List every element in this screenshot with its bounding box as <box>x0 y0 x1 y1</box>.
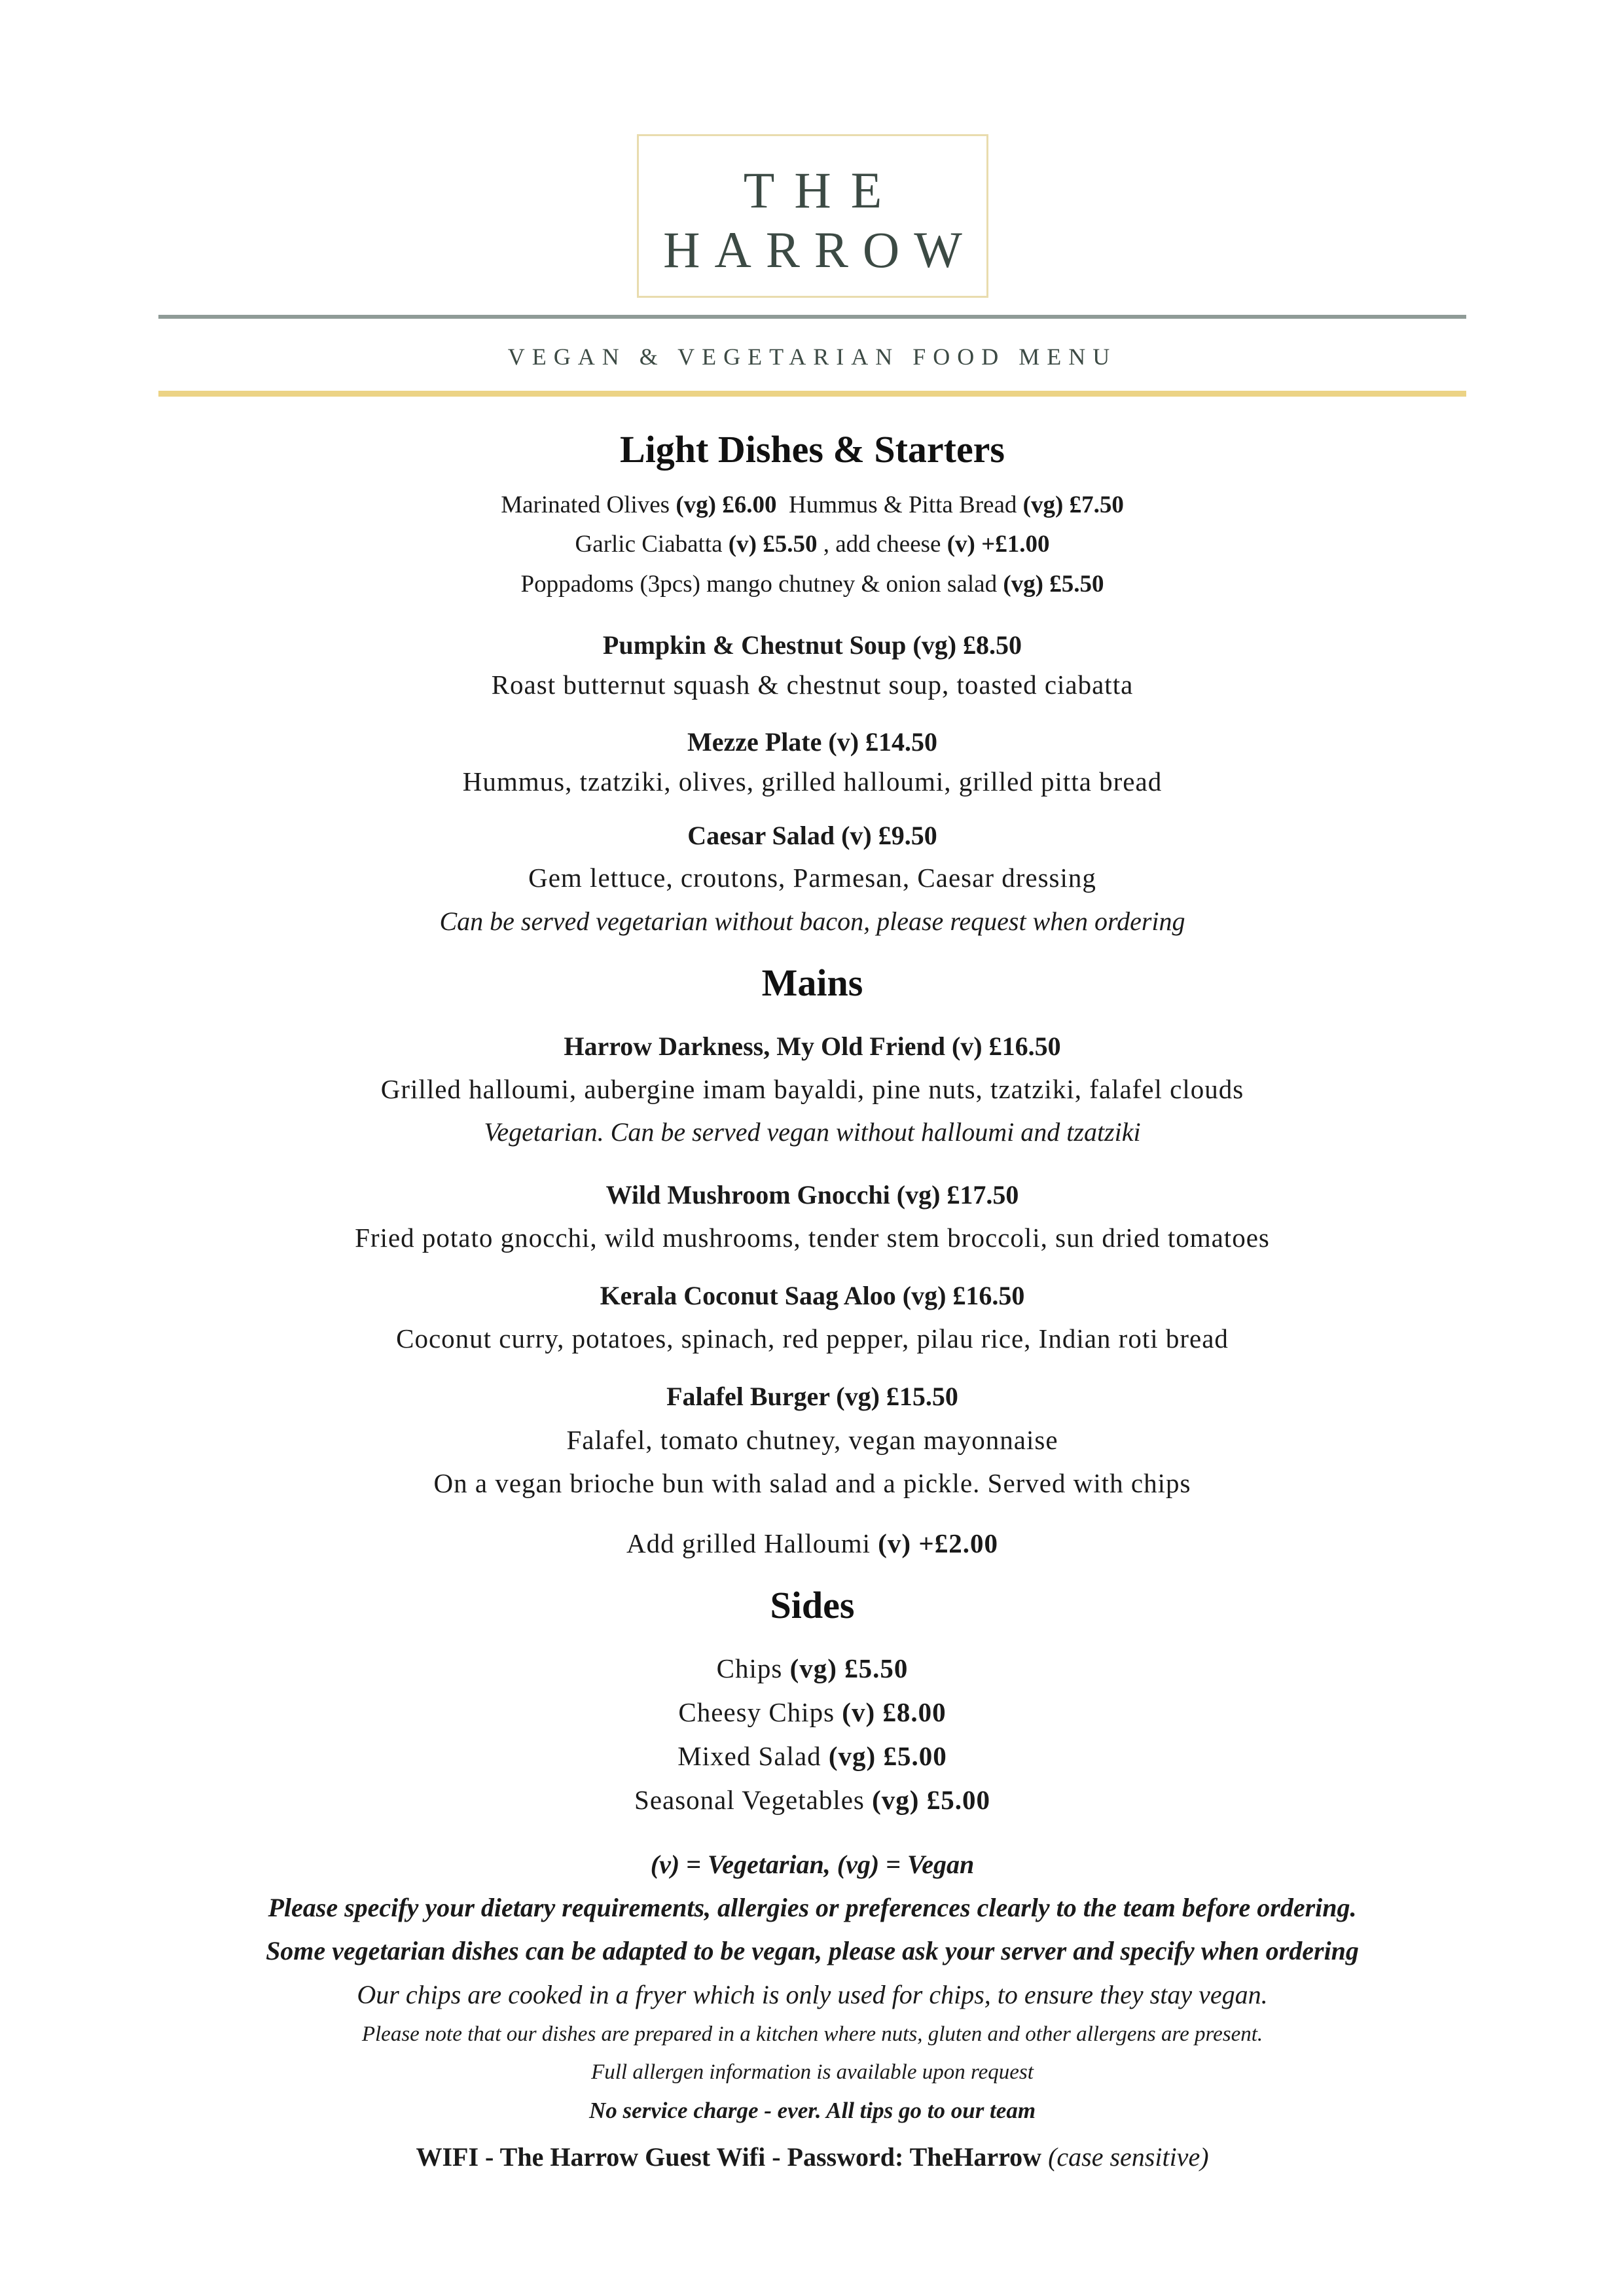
side-price: £5.00 <box>883 1741 947 1771</box>
allergen-info-note: Full allergen information is available upon request <box>591 2060 1034 2084</box>
ciabatta-addon-price: +£1.00 <box>981 531 1050 558</box>
caesar-desc: Gem lettuce, croutons, Parmesan, Caesar dressing <box>528 863 1096 893</box>
halloumi-addon-tag: (v) <box>878 1528 912 1558</box>
mezze-desc: Hummus, tzatziki, olives, grilled halloumi, grilled pitta bread <box>462 766 1163 797</box>
poppadoms-name: Poppadoms (3pcs) mango chutney & onion salad <box>520 571 998 598</box>
side-tag: (vg) <box>828 1741 876 1771</box>
allergens-note: Please note that our dishes are prepared in a kitchen where nuts, gluten and other allergens are present. <box>361 2022 1263 2046</box>
ciabatta-addon: , add cheese <box>823 531 941 558</box>
section-heading-starters: Light Dishes & Starters <box>619 428 1005 471</box>
hummus-price: £7.50 <box>1069 492 1124 518</box>
caesar-note: Can be served vegetarian without bacon, please request when ordering <box>439 906 1185 936</box>
dietary-requirements-note: Please specify your dietary requirements, allergies or preferences clearly to the team before ordering. <box>268 1893 1357 1922</box>
chips-fryer-note: Our chips are cooked in a fryer which is only used for chips, to ensure they stay vegan. <box>357 1980 1268 2009</box>
falafel-desc-2: On a vegan brioche bun with salad and a pickle. Served with chips <box>433 1468 1191 1498</box>
starters-line-2 <box>158 528 1466 562</box>
section-heading-mains: Mains <box>761 961 863 1004</box>
ciabatta-addon-tag: (v) <box>947 531 975 558</box>
side-item <box>158 1782 1466 1818</box>
side-name: Chips <box>716 1653 783 1683</box>
menu-content <box>158 0 1466 2296</box>
starters-line-1 <box>158 488 1466 522</box>
mezze-title: Mezze Plate (v) £14.50 <box>687 727 938 757</box>
side-price: £5.00 <box>926 1785 990 1815</box>
harrow-title: Harrow Darkness, My Old Friend (v) £16.50 <box>564 1031 1061 1061</box>
side-tag: (vg) <box>872 1785 920 1815</box>
kerala-title: Kerala Coconut Saag Aloo (vg) £16.50 <box>600 1281 1025 1310</box>
side-price: £8.00 <box>882 1697 947 1727</box>
soup-title: Pumpkin & Chestnut Soup (vg) £8.50 <box>602 630 1022 660</box>
logo-line-the: THE <box>743 162 902 219</box>
soup-desc: Roast butternut squash & chestnut soup, toasted ciabatta <box>491 670 1134 700</box>
kerala-desc: Coconut curry, potatoes, spinach, red pepper, pilau rice, Indian roti bread <box>396 1323 1229 1354</box>
wifi-details: WIFI - The Harrow Guest Wifi - Password: TheHarrow <box>416 2142 1042 2172</box>
poppadoms-price: £5.50 <box>1049 571 1104 598</box>
halloumi-addon-text: Add grilled Halloumi <box>626 1528 871 1558</box>
side-tag: (vg) <box>789 1653 837 1683</box>
side-name: Cheesy Chips <box>678 1697 835 1727</box>
side-item <box>158 1738 1466 1774</box>
falafel-title: Falafel Burger (vg) £15.50 <box>666 1382 958 1411</box>
dietary-legend: (v) = Vegetarian, (vg) = Vegan <box>650 1850 975 1879</box>
side-tag: (v) <box>842 1697 876 1727</box>
menu-subtitle: VEGAN & VEGETARIAN FOOD MENU <box>507 344 1117 370</box>
hummus-name: Hummus & Pitta Bread <box>789 492 1017 518</box>
harrow-note: Vegetarian. Can be served vegan without halloumi and tzatziki <box>484 1117 1141 1147</box>
halloumi-addon <box>158 1525 1466 1562</box>
ciabatta-tag: (v) <box>728 531 757 558</box>
gnocchi-desc: Fried potato gnocchi, wild mushrooms, tender stem broccoli, sun dried tomatoes <box>355 1223 1270 1253</box>
falafel-desc: Falafel, tomato chutney, vegan mayonnaise <box>566 1425 1058 1455</box>
side-item <box>158 1650 1466 1687</box>
wifi-line <box>158 2139 1466 2176</box>
ciabatta-name: Garlic Ciabatta <box>575 531 723 558</box>
section-heading-sides: Sides <box>770 1584 855 1626</box>
ciabatta-price: £5.50 <box>763 531 818 558</box>
olives-tag: (vg) <box>676 492 716 518</box>
olives-price: £6.00 <box>722 492 777 518</box>
harrow-desc: Grilled halloumi, aubergine imam bayaldi, pine nuts, tzatziki, falafel clouds <box>380 1074 1244 1104</box>
side-name: Mixed Salad <box>677 1741 821 1771</box>
service-charge-note: No service charge - ever. All tips go to our team <box>588 2098 1036 2123</box>
side-name: Seasonal Vegetables <box>634 1785 865 1815</box>
gnocchi-title: Wild Mushroom Gnocchi (vg) £17.50 <box>605 1180 1019 1210</box>
olives-name: Marinated Olives <box>501 492 670 518</box>
hummus-tag: (vg) <box>1022 492 1064 518</box>
logo-line-harrow: HARROW <box>663 221 977 278</box>
vegan-adaptation-note: Some vegetarian dishes can be adapted to be vegan, please ask your server and specify when ordering <box>266 1936 1359 1965</box>
caesar-title: Caesar Salad (v) £9.50 <box>687 821 937 850</box>
halloumi-addon-price: +£2.00 <box>918 1528 998 1558</box>
wifi-case-note: (case sensitive) <box>1048 2142 1209 2172</box>
starters-line-3 <box>158 567 1466 601</box>
poppadoms-tag: (vg) <box>1003 571 1043 598</box>
side-item <box>158 1694 1466 1731</box>
side-price: £5.50 <box>844 1653 909 1683</box>
